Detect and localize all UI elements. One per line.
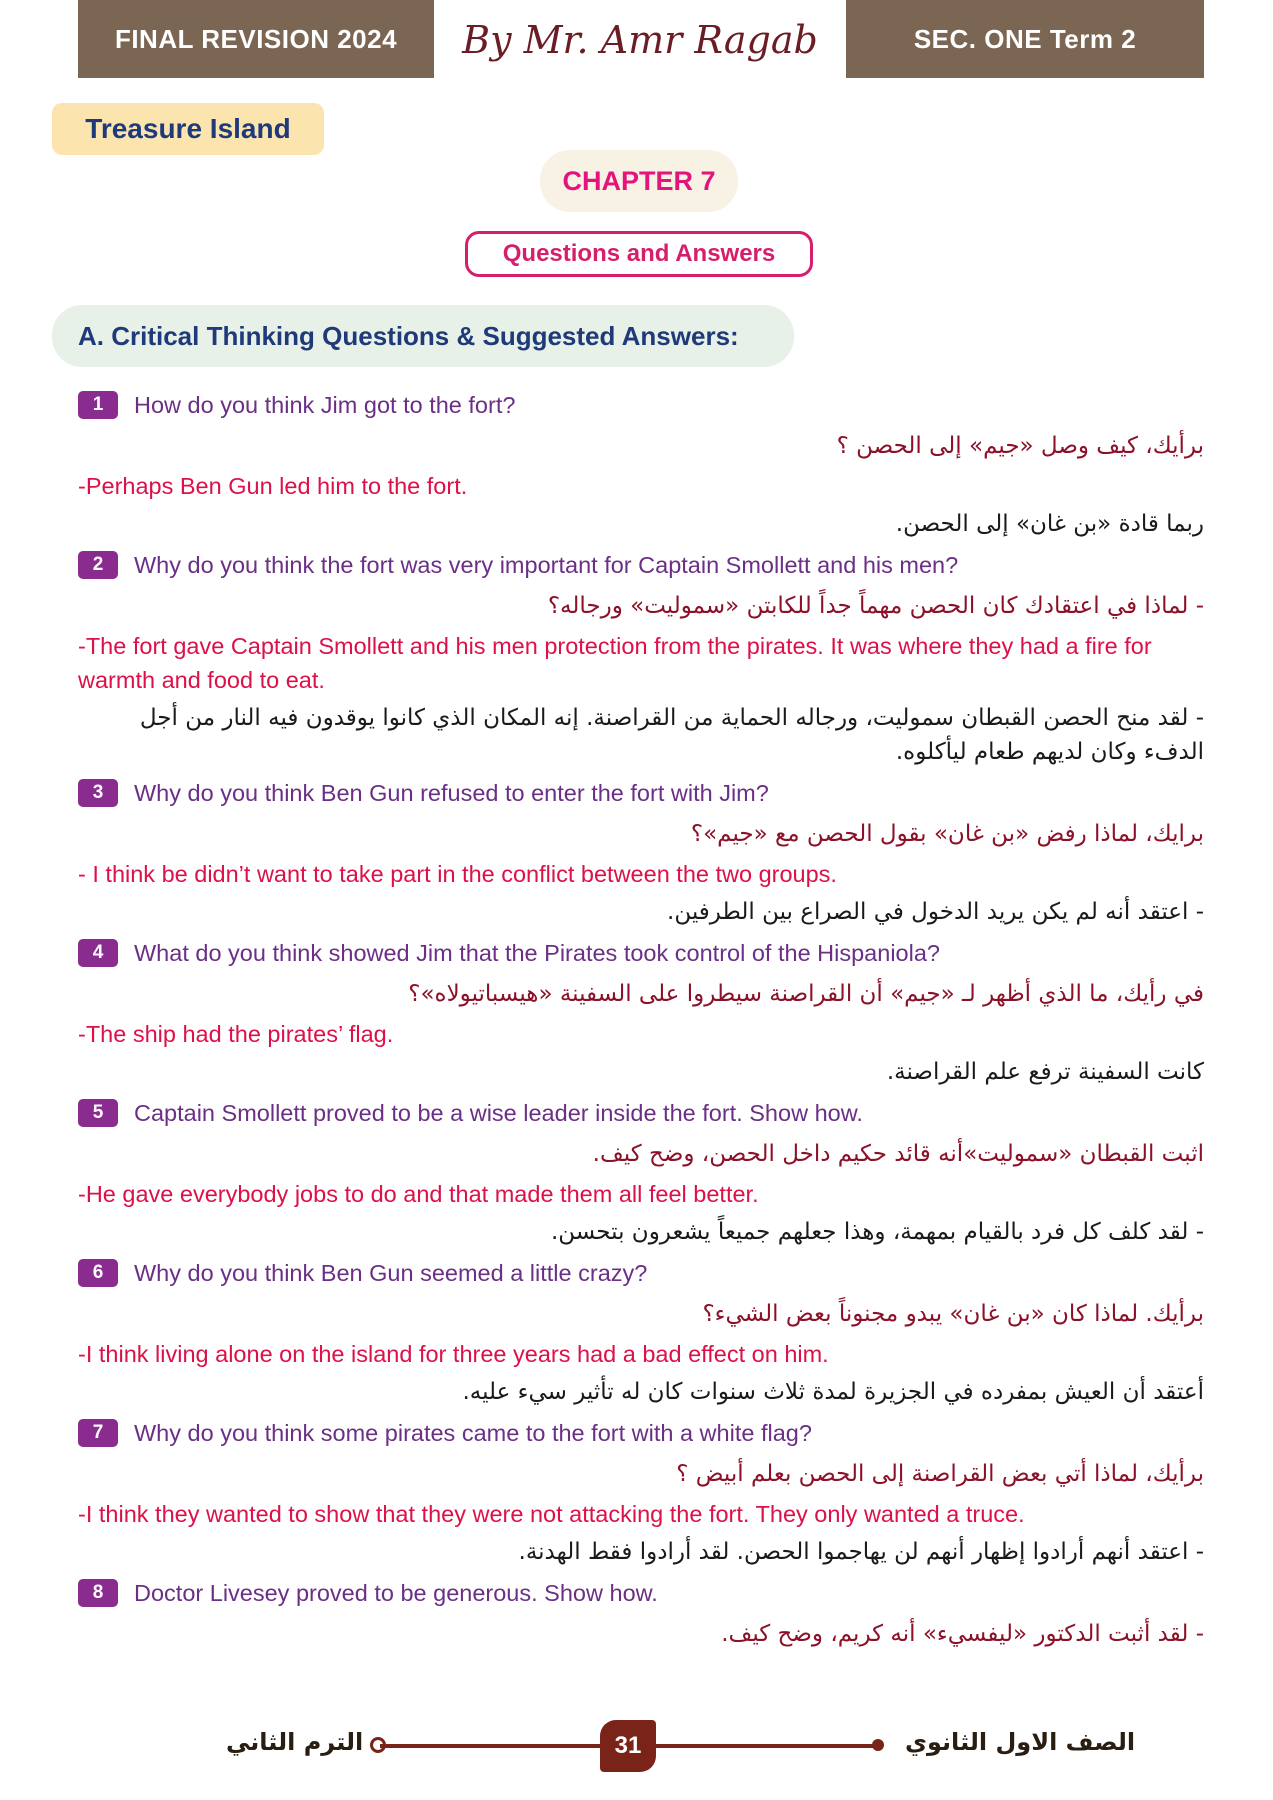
footer-divider-right: [656, 1744, 878, 1748]
footer-divider-left: [380, 1744, 600, 1748]
answer-arabic: - اعتقد أنهم أرادوا إظهار أنهم لن يهاجموا الحصن. لقد أرادوا فقط الهدنة.: [518, 1539, 1204, 1565]
qa-item: [78, 545, 1204, 769]
answer-text: - I think be didn’t want to take part in the conflict between the two groups.: [78, 861, 837, 887]
page-number: 31: [600, 1720, 656, 1772]
question-text: Why do you think the fort was very important for Captain Smollett and his men?: [134, 551, 959, 578]
question-text: Doctor Livesey proved to be generous. Show how.: [134, 1579, 658, 1606]
question-number: 3: [78, 779, 118, 807]
answer-text: -The ship had the pirates’ flag.: [78, 1021, 394, 1047]
answer-arabic: - لقد كلف كل فرد بالقيام بمهمة، وهذا جعلهم جميعاً يشعرون بتحسن.: [550, 1219, 1204, 1245]
answer-arabic: أعتقد أن العيش بمفرده في الجزيرة لمدة ثلاث سنوات كان له تأثير سيء عليه.: [462, 1379, 1204, 1405]
qa-item: [78, 1413, 1204, 1569]
question-text: How do you think Jim got to the fort?: [134, 391, 516, 418]
question-text: Why do you think Ben Gun seemed a little crazy?: [134, 1259, 648, 1286]
answer-arabic: - لقد منح الحصن القبطان سموليت، ورجاله الحماية من القراصنة. إنه المكان الذي كانوا يوقدون فيه النار من أجل الدفء وكان لديهم طعام ليأكلوه.: [139, 705, 1204, 765]
header-term-label: SEC. ONE Term 2: [846, 0, 1204, 78]
qa-item: [78, 385, 1204, 541]
question-text: Why do you think some pirates came to the fort with a white flag?: [134, 1419, 812, 1446]
section-heading: A. Critical Thinking Questions & Suggested Answers:: [52, 305, 794, 367]
page-footer: [0, 1720, 1273, 1780]
question-text: What do you think showed Jim that the Pirates took control of the Hispaniola?: [134, 939, 940, 966]
qa-list: [78, 385, 1204, 1657]
question-number: 1: [78, 391, 118, 419]
question-text: Why do you think Ben Gun refused to enter the fort with Jim?: [134, 779, 769, 806]
question-arabic: برايك، لماذا رفض «بن غان» بقول الحصن مع «جيم»؟: [690, 821, 1204, 847]
answer-text: -The fort gave Captain Smollett and his men protection from the pirates. It was where they had a fire for warmth and food to eat.: [78, 633, 1152, 693]
qa-item: [78, 1093, 1204, 1249]
question-number: 5: [78, 1099, 118, 1127]
question-arabic: في رأيك، ما الذي أظهر لـ «جيم» أن القراصنة سيطروا على السفينة «هيسباتيولاه»؟: [408, 981, 1204, 1007]
questions-answers-badge: Questions and Answers: [465, 231, 813, 277]
answer-arabic: ربما قادة «بن غان» إلى الحصن.: [895, 511, 1204, 537]
header-revision-label: FINAL REVISION 2024: [78, 0, 434, 78]
question-number: 4: [78, 939, 118, 967]
question-number: 8: [78, 1579, 118, 1607]
footer-dot-right: [872, 1739, 884, 1751]
question-number: 2: [78, 551, 118, 579]
answer-arabic: - اعتقد أنه لم يكن يريد الدخول في الصراع بين الطرفين.: [667, 899, 1204, 925]
footer-term-label: الترم الثاني: [226, 1728, 364, 1756]
question-arabic: برأيك، لماذا أتي بعض القراصنة إلى الحصن بعلم أبيض ؟: [676, 1461, 1204, 1487]
answer-text: -I think they wanted to show that they were not attacking the fort. They only wanted a truce.: [78, 1501, 1025, 1527]
answer-text: -Perhaps Ben Gun led him to the fort.: [78, 473, 468, 499]
book-title-tag: Treasure Island: [52, 103, 324, 155]
question-arabic: برأيك، كيف وصل «جيم» إلى الحصن ؟: [836, 433, 1204, 459]
qa-item: [78, 773, 1204, 929]
question-arabic: برأيك. لماذا كان «بن غان» يبدو مجنوناً بعض الشيء؟: [702, 1301, 1204, 1327]
question-arabic: اثبت القبطان «سموليت»أنه قائد حكيم داخل الحصن، وضح كيف.: [592, 1141, 1204, 1167]
answer-arabic: كانت السفينة ترفع علم القراصنة.: [886, 1059, 1204, 1085]
question-number: 7: [78, 1419, 118, 1447]
question-arabic: - لقد أثبت الدكتور «ليفسيء» أنه كريم، وضح كيف.: [721, 1621, 1204, 1647]
qa-item: [78, 1573, 1204, 1655]
answer-text: -I think living alone on the island for three years had a bad effect on him.: [78, 1341, 829, 1367]
question-number: 6: [78, 1259, 118, 1287]
chapter-badge: CHAPTER 7: [540, 150, 738, 212]
question-arabic: - لماذا في اعتقادك كان الحصن مهماً جداً للكابتن «سموليت» ورجاله؟: [547, 593, 1204, 619]
question-text: Captain Smollett proved to be a wise leader inside the fort. Show how.: [134, 1099, 863, 1126]
qa-item: [78, 1253, 1204, 1409]
answer-text: -He gave everybody jobs to do and that made them all feel better.: [78, 1181, 759, 1207]
header-author: By Mr. Amr Ragab: [462, 18, 818, 62]
qa-item: [78, 933, 1204, 1089]
footer-grade-label: الصف الاول الثانوي: [905, 1728, 1136, 1756]
